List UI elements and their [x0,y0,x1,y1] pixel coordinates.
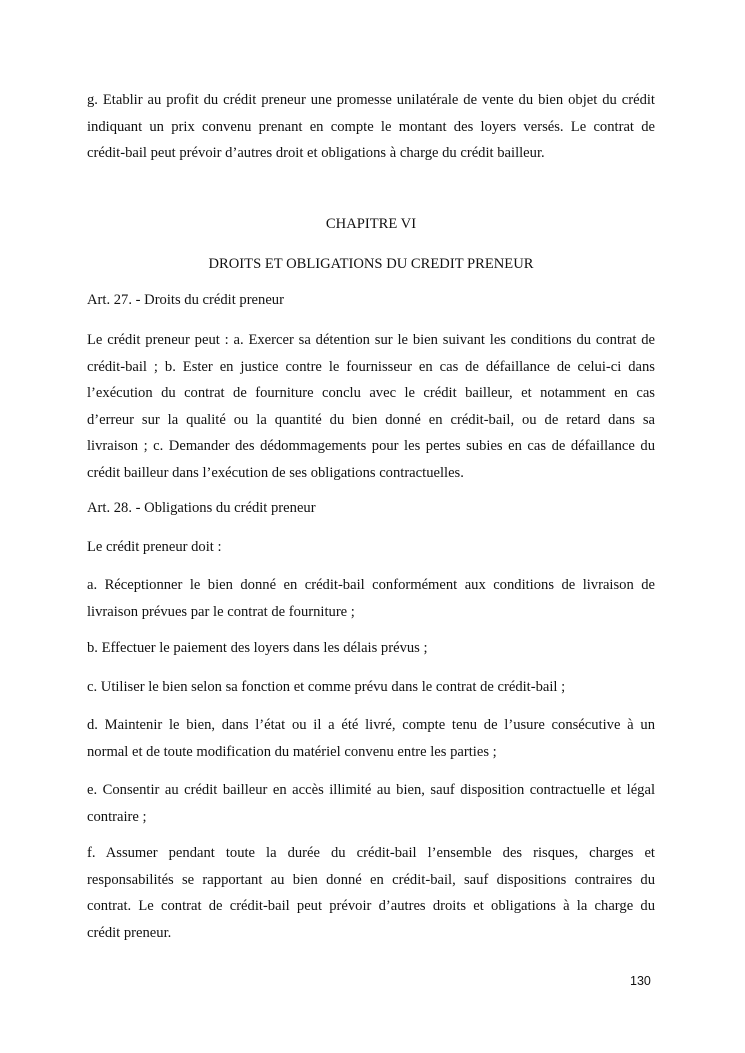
item-a [87,572,655,625]
text-line: a. Réceptionner le bien donné en crédit-bail conformément aux conditions de livraison de [87,577,655,593]
article-28-intro: Le crédit preneur doit : [87,539,222,555]
text-line: crédit preneur. [87,924,172,941]
item-f [87,840,655,946]
text-line: contraire ; [87,808,147,825]
text-line: d. Maintenir le bien, dans l’état ou il a été livré, compte tenu de l’usure consécutive à un [87,717,655,733]
paragraph-g [87,87,655,167]
text-line: livraison ; c. Demander des dédommagements pour les pertes subies en cas de défaillance du [87,438,655,455]
item-c [87,674,655,701]
text-line: b. Effectuer le paiement des loyers dans les délais prévus ; [87,640,428,656]
article-27-title: Art. 27. - Droits du crédit preneur [87,292,284,308]
text-line: crédit-bail ; b. Ester en justice contre le fournisseur en cas de défaillance de celui-ci dans [87,358,655,375]
chapter-title: DROITS ET OBLIGATIONS DU CREDIT PRENEUR [208,256,534,272]
chapter-heading: CHAPITRE VI [325,216,417,232]
text-line: livraison prévues par le contrat de fourniture ; [87,603,355,620]
text-line: d’erreur sur la qualité ou la quantité du bien donné en crédit-bail, ou de retard dans sa [87,411,655,428]
item-b [87,635,655,662]
text-line: crédit bailleur dans l’exécution de ses obligations contractuelles. [87,464,464,481]
text-line: g. Etablir au profit du crédit preneur une promesse unilatérale de vente du bien objet du crédit [87,92,655,108]
text-line: f. Assumer pendant toute la durée du crédit-bail l’ensemble des risques, charges et [87,845,655,861]
text-line: Le crédit preneur peut : a. Exercer sa détention sur le bien suivant les conditions du contrat de [87,332,655,348]
article-27-body [87,327,655,487]
text-line: c. Utiliser le bien selon sa fonction et comme prévu dans le contrat de crédit-bail ; [87,679,566,695]
item-d [87,712,655,765]
text-line: contrat. Le contrat de crédit-bail peut prévoir d’autres droits et obligations à la charge du [87,898,655,915]
text-line: l’exécution du contrat de fourniture conclu avec le crédit bailleur, et notamment en cas [87,385,655,402]
text-line: crédit-bail peut prévoir d’autres droit et obligations à charge du crédit bailleur. [87,145,545,162]
text-line: e. Consentir au crédit bailleur en accès illimité au bien, sauf disposition contractuelle et légal [87,782,655,798]
text-line: normal et de toute modification du matériel convenu entre les parties ; [87,743,497,760]
item-e [87,777,655,830]
article-28-title: Art. 28. - Obligations du crédit preneur [87,500,316,516]
text-line: responsabilités se rapportant au bien donné en crédit-bail, sauf dispositions contraires du [87,871,655,888]
page-number: 130 [630,974,651,988]
text-line: indiquant un prix convenu prenant en compte le montant des loyers versés. Le contrat de [87,118,655,135]
